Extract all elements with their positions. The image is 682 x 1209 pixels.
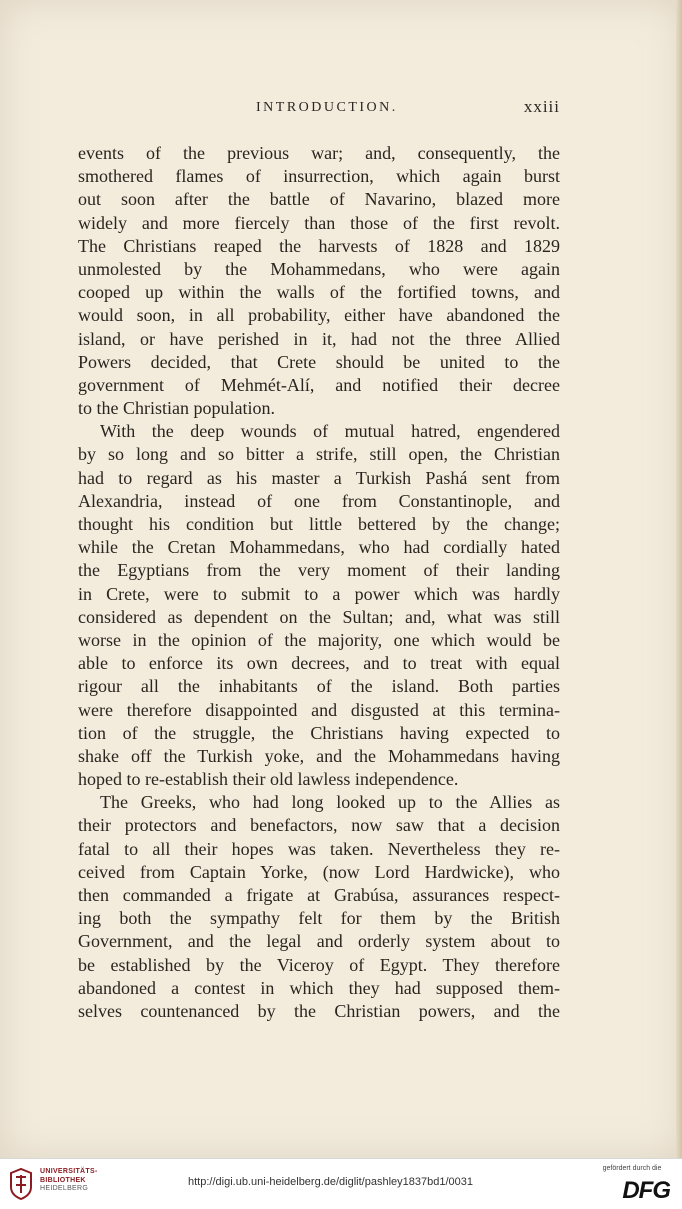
text-line: smothered flames of insurrection, which again burst bbox=[78, 166, 560, 187]
text-line: in Crete, were to submit to a power which was hardly bbox=[78, 583, 560, 604]
text-line: by so long and so bitter a strife, still open, the Christian bbox=[78, 444, 560, 465]
text-line: fatal to all their hopes was taken. Nevertheless they re- bbox=[78, 838, 560, 859]
institution-name bbox=[40, 1168, 98, 1194]
permalink-url[interactable]: http://digi.ub.uni-heidelberg.de/diglit/pashley1837bd1/0031 bbox=[188, 1176, 473, 1188]
text-line: out soon after the battle of Navarino, blazed more bbox=[78, 189, 560, 210]
text-line: rigour all the inhabitants of the island. Both parties bbox=[78, 676, 560, 697]
text-line: events of the previous war; and, consequently, the bbox=[78, 143, 560, 163]
text-line: Powers decided, that Crete should be united to the bbox=[78, 351, 560, 372]
digitization-footer bbox=[0, 1158, 682, 1209]
dfg-logo[interactable]: DFG bbox=[622, 1177, 670, 1204]
page-edge bbox=[676, 0, 682, 1158]
text-line: government of Mehmét-Alí, and notified their decree bbox=[78, 374, 560, 395]
text-line: had to regard as his master a Turkish Pashá sent from bbox=[78, 467, 560, 488]
text-line: to the Christian population. bbox=[78, 398, 275, 419]
page-number: xxiii bbox=[523, 97, 560, 116]
institution-line: BIBLIOTHEK bbox=[40, 1176, 86, 1184]
text-line: island, or have perished in it, had not the three Allied bbox=[78, 328, 560, 349]
text-line: selves countenanced by the Christian powers, and the bbox=[78, 1000, 560, 1021]
text-line: widely and more fiercely than those of the first revolt. bbox=[78, 212, 560, 233]
text-line: the Egyptians from the very moment of their landing bbox=[78, 560, 560, 581]
text-line: worse in the opinion of the majority, one which would be bbox=[78, 629, 560, 650]
text-line: would soon, in all probability, either have abandoned the bbox=[78, 305, 560, 326]
text-line: The Christians reaped the harvests of 1828 and 1829 bbox=[78, 235, 560, 256]
body-text bbox=[78, 142, 560, 1023]
text-line: cooped up within the walls of the fortified towns, and bbox=[78, 282, 560, 303]
funded-by-label: gefördert durch die bbox=[602, 1165, 662, 1172]
text-line: Government, and the legal and orderly system about to bbox=[78, 931, 560, 952]
text-line: were therefore disappointed and disgusted at this termina- bbox=[78, 699, 560, 720]
text-line: shake off the Turkish yoke, and the Mohammedans having bbox=[78, 745, 560, 766]
institution-line: HEIDELBERG bbox=[40, 1185, 89, 1192]
text-line: The Greeks, who had long looked up to the Allies as bbox=[100, 792, 560, 813]
text-line: abandoned a contest in which they had supposed them- bbox=[78, 977, 560, 998]
text-line: their protectors and benefactors, now saw that a decision bbox=[78, 815, 560, 836]
text-line: With the deep wounds of mutual hatred, engendered bbox=[100, 421, 560, 442]
text-line: be established by the Viceroy of Egypt. They therefore bbox=[78, 954, 560, 975]
institution-line: UNIVERSITÄTS- bbox=[40, 1168, 98, 1175]
text-line: ing both the sympathy felt for them by the British bbox=[78, 908, 560, 929]
text-line: then commanded a frigate at Grabúsa, assurances respect- bbox=[78, 885, 560, 905]
text-line: tion of the struggle, the Christians having expected to bbox=[78, 722, 560, 743]
text-line: Alexandria, instead of one from Constantinople, and bbox=[78, 490, 560, 511]
university-crest-icon[interactable] bbox=[8, 1167, 34, 1201]
text-line: considered as dependent on the Sultan; and, what was still bbox=[78, 606, 560, 627]
text-line: ceived from Captain Yorke, (now Lord Hardwicke), who bbox=[78, 861, 560, 882]
text-line: able to enforce its own decrees, and to treat with equal bbox=[78, 653, 560, 674]
text-line: while the Cretan Mohammedans, who had cordially hated bbox=[78, 537, 560, 558]
text-line: thought his condition but little bettered by the change; bbox=[78, 514, 560, 534]
text-line: unmolested by the Mohammedans, who were again bbox=[78, 258, 560, 279]
running-head: INTRODUCTION. bbox=[256, 100, 398, 115]
text-line: hoped to re-establish their old lawless independence. bbox=[78, 769, 459, 790]
page-header bbox=[78, 97, 560, 122]
